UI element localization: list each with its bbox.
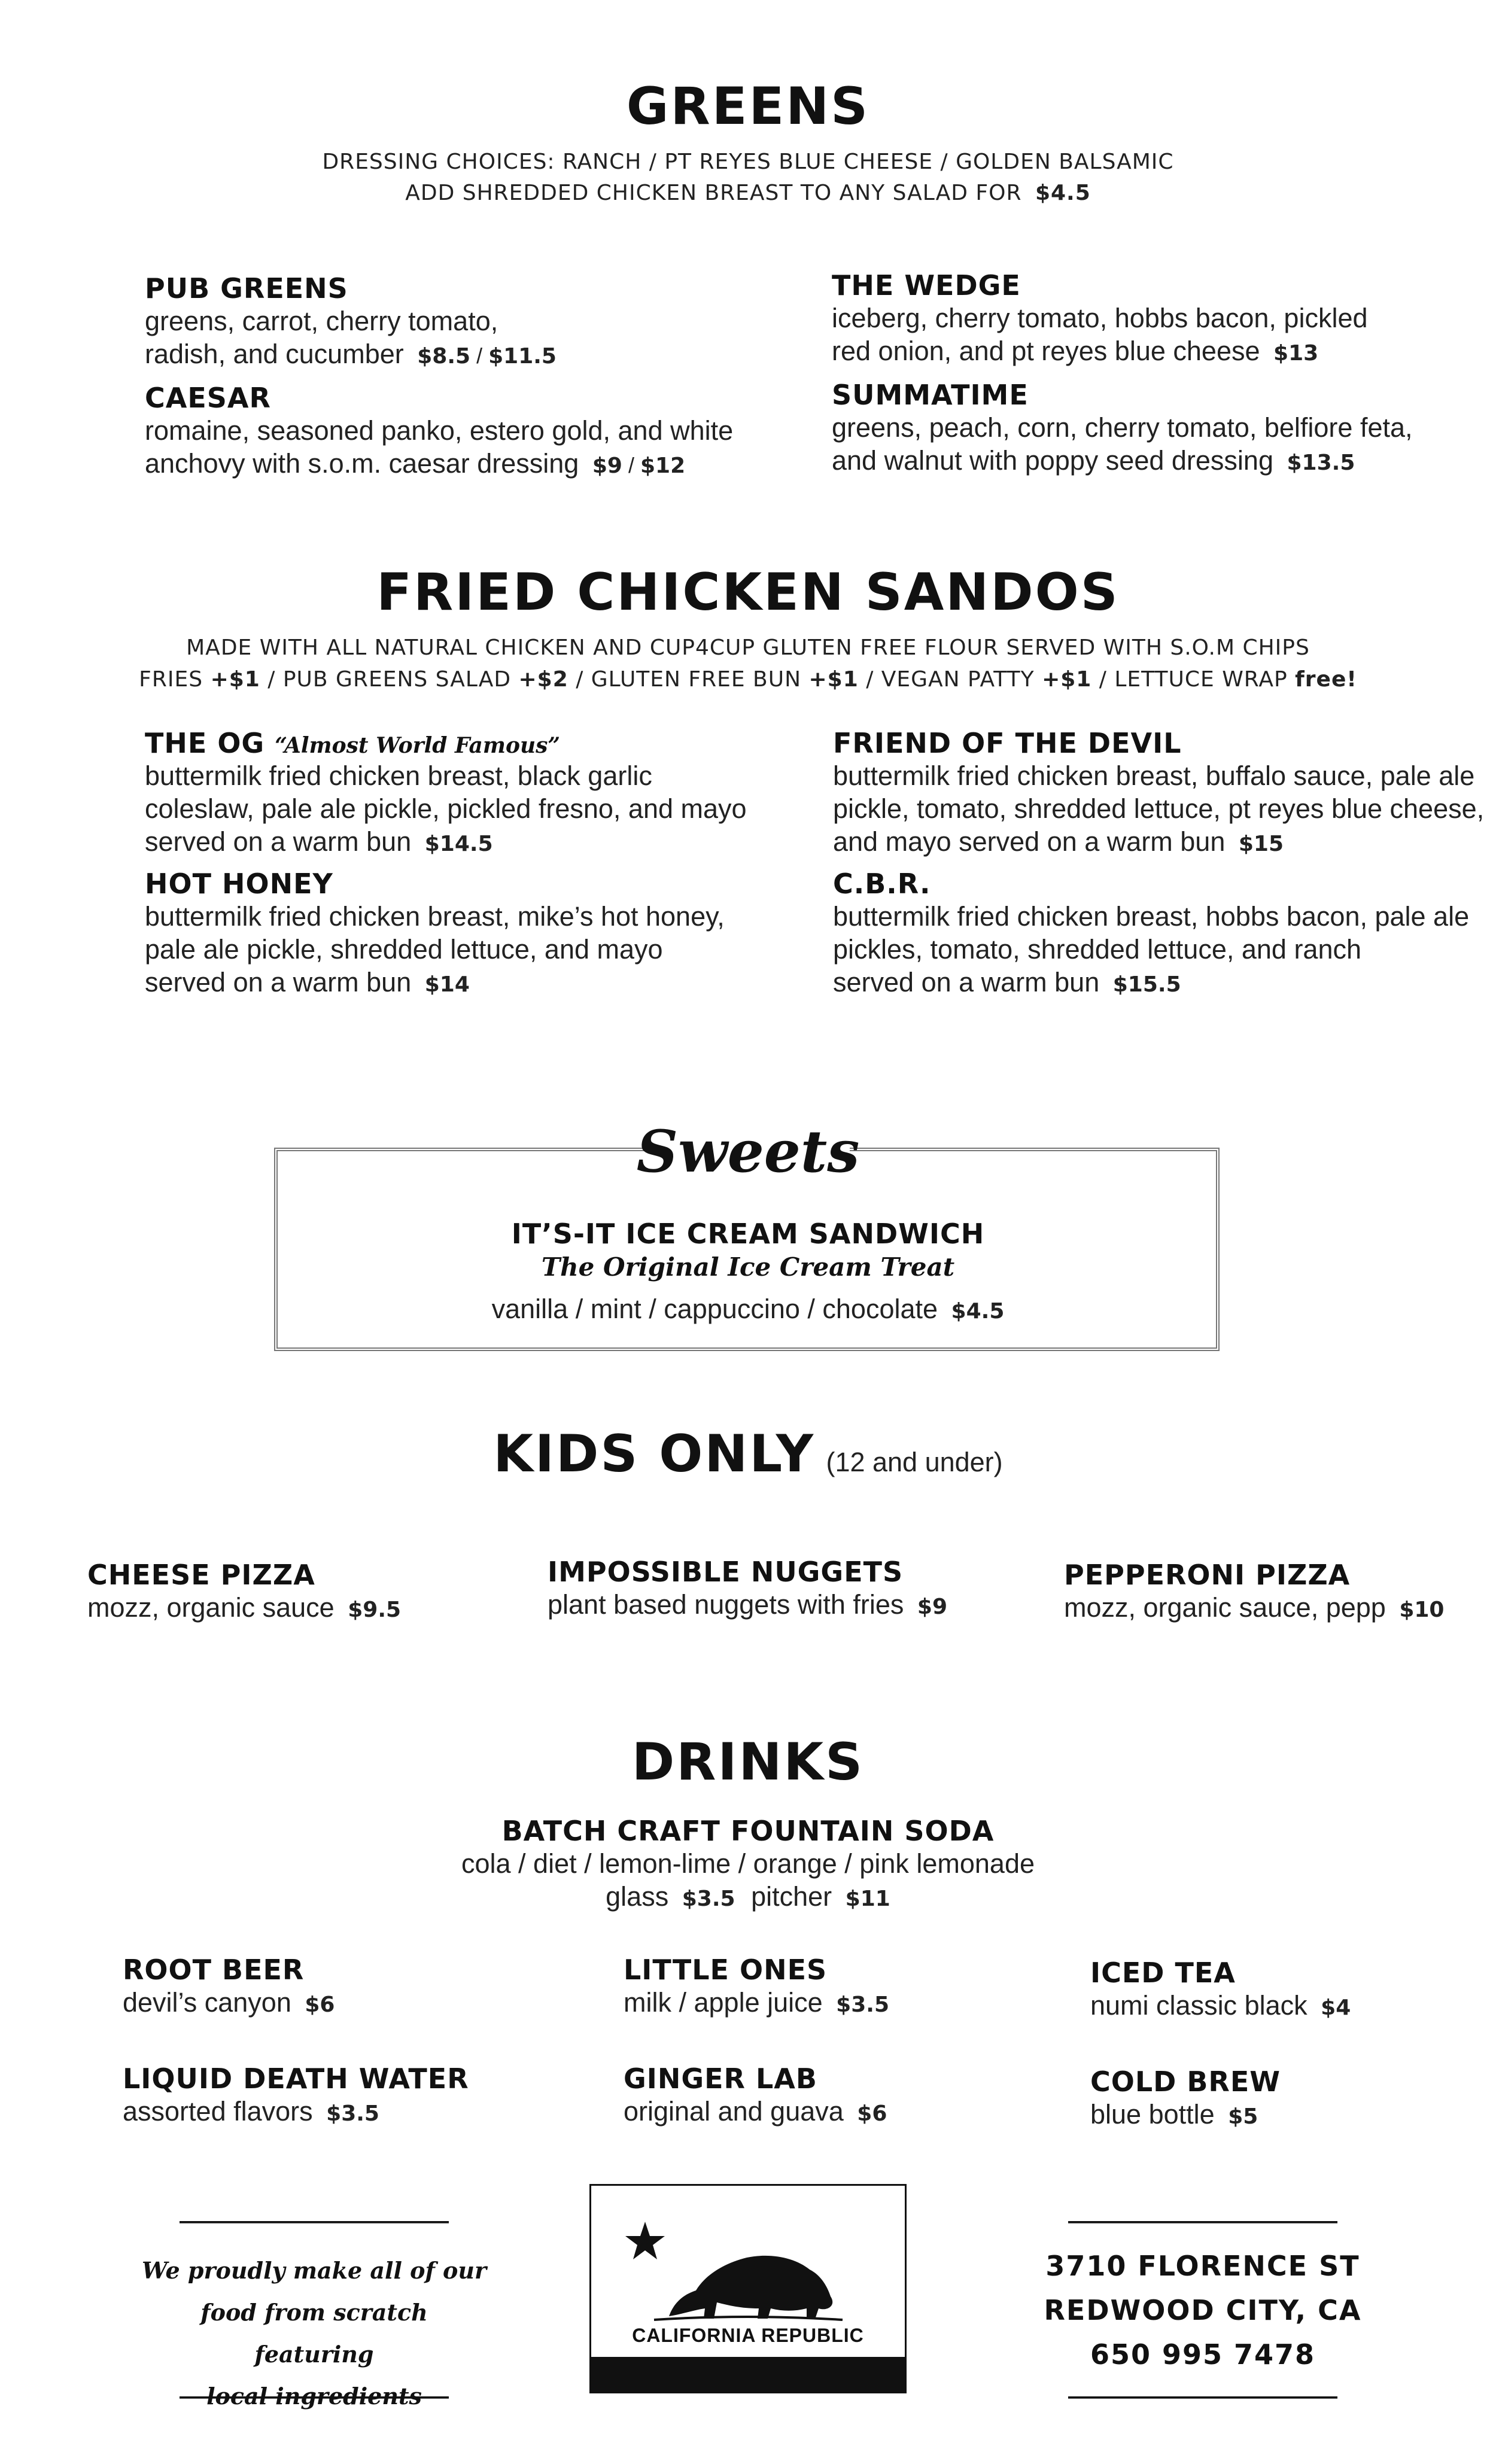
item-desc-line: plant based nuggets with fries $9 bbox=[548, 1589, 947, 1620]
menu-item bbox=[1064, 1559, 1444, 1626]
california-flag bbox=[589, 2184, 907, 2393]
item-name: ROOT BEER bbox=[123, 1954, 305, 1986]
item-name: C.B.R. bbox=[833, 868, 931, 900]
item-desc-line: blue bottle $5 bbox=[1090, 2099, 1258, 2130]
flag-band bbox=[591, 2357, 905, 2392]
item-price: $6 bbox=[857, 2101, 887, 2126]
item-desc-line: buttermilk fried chicken breast, hobbs bacon, pale ale bbox=[833, 901, 1470, 932]
kids-title: KIDS ONLY bbox=[493, 1424, 815, 1484]
menu-item bbox=[123, 2063, 469, 2130]
item-desc-line: greens, carrot, cherry tomato, bbox=[145, 306, 498, 336]
item-name: CHEESE PIZZA bbox=[87, 1559, 315, 1591]
item-desc-line: romaine, seasoned panko, estero gold, and white bbox=[145, 415, 734, 446]
sweets-item-price: $4.5 bbox=[951, 1299, 1005, 1324]
soda-flavors: cola / diet / lemon-lime / orange / pink lemonade bbox=[461, 1848, 1035, 1879]
item-desc-line: buttermilk fried chicken breast, buffalo sauce, pale ale bbox=[833, 761, 1475, 791]
menu-item bbox=[548, 1556, 947, 1623]
menu-item bbox=[832, 379, 1413, 479]
star-icon bbox=[625, 2222, 665, 2259]
menu-item bbox=[145, 382, 733, 482]
item-price: $8.5 bbox=[417, 344, 471, 369]
item-price: $6 bbox=[305, 1993, 335, 2017]
item-name: CAESAR bbox=[145, 382, 271, 414]
item-tagline: “Almost World Famous” bbox=[275, 733, 561, 758]
item-price: $15 bbox=[1238, 832, 1284, 856]
item-desc-line: served on a warm bun $15.5 bbox=[833, 967, 1181, 997]
item-name: ICED TEA bbox=[1090, 1957, 1236, 1989]
item-name: HOT HONEY bbox=[145, 868, 333, 900]
soda-prices: glass $3.5 pitcher $11 bbox=[606, 1881, 890, 1912]
sandos-note: MADE WITH ALL NATURAL CHICKEN AND CUP4CUP GLUTEN FREE FLOUR SERVED WITH S.O.M CHIPS bbox=[186, 635, 1310, 660]
sweets-item-desc: vanilla / mint / cappuccino / chocolate $4.5 bbox=[491, 1294, 1005, 1324]
greens-dressing-note: DRESSING CHOICES: RANCH / PT REYES BLUE CHEESE / GOLDEN BALSAMIC bbox=[322, 150, 1174, 174]
item-desc-line: pickle, tomato, shredded lettuce, pt reyes blue cheese, bbox=[833, 793, 1485, 824]
item-desc-line: and mayo served on a warm bun $15 bbox=[833, 826, 1284, 857]
item-price: $5 bbox=[1228, 2104, 1258, 2129]
menu-item bbox=[1090, 1957, 1351, 2024]
item-desc-line: anchovy with s.o.m. caesar dressing $9 / $12 bbox=[145, 448, 686, 479]
sandos-addons-note: FRIES +$1 / PUB GREENS SALAD +$2 / GLUTEN FREE BUN +$1 / VEGAN PATTY +$1 / LETTUCE WRAP free! bbox=[139, 667, 1357, 692]
greens-chicken-note bbox=[0, 181, 1496, 205]
menu-item bbox=[832, 269, 1368, 370]
item-desc-line: red onion, and pt reyes blue cheese $13 bbox=[832, 336, 1319, 366]
item-name: PEPPERONI PIZZA bbox=[1064, 1559, 1351, 1591]
drinks-title: DRINKS bbox=[631, 1732, 865, 1792]
menu-item bbox=[145, 868, 725, 1001]
grass-icon bbox=[654, 2317, 843, 2320]
item-desc-line: served on a warm bun $14.5 bbox=[145, 826, 493, 857]
item-price: $3.5 bbox=[836, 1993, 889, 2017]
menu-item bbox=[123, 1954, 335, 2021]
item-name: LITTLE ONES bbox=[624, 1954, 828, 1986]
item-price: $13.5 bbox=[1287, 451, 1355, 475]
item-desc-line: numi classic black $4 bbox=[1090, 1990, 1351, 2021]
item-price: $3.5 bbox=[326, 2101, 379, 2126]
item-name: IMPOSSIBLE NUGGETS bbox=[548, 1556, 904, 1588]
item-price: $4 bbox=[1321, 1995, 1351, 2020]
menu-item bbox=[833, 727, 1484, 860]
phone-number: 650 995 7478 bbox=[1090, 2338, 1316, 2371]
item-name: THE WEDGE bbox=[832, 269, 1021, 302]
item-desc-line: devil’s canyon $6 bbox=[123, 1987, 335, 2018]
item-price: $14 bbox=[424, 972, 470, 997]
item-price: $12 bbox=[640, 454, 686, 478]
item-price: $14.5 bbox=[424, 832, 493, 856]
greens-chicken-note-price: $4.5 bbox=[1035, 181, 1091, 205]
menu-item bbox=[87, 1559, 401, 1626]
item-desc-line: iceberg, cherry tomato, hobbs bacon, pickled bbox=[832, 303, 1368, 333]
item-desc-line: buttermilk fried chicken breast, mike’s hot honey, bbox=[145, 901, 725, 932]
greens-chicken-note-text: ADD SHREDDED CHICKEN BREAST TO ANY SALAD FOR bbox=[405, 181, 1022, 205]
menu-item bbox=[833, 868, 1469, 1001]
item-desc-line: assorted flavors $3.5 bbox=[123, 2096, 379, 2127]
item-price: $9.5 bbox=[348, 1598, 402, 1622]
item-desc-line: served on a warm bun $14 bbox=[145, 967, 470, 997]
kids-header bbox=[0, 1424, 1496, 1484]
item-name: THE OG “Almost World Famous” bbox=[145, 727, 561, 759]
kids-subtitle: (12 and under) bbox=[826, 1447, 1003, 1477]
soda-name: BATCH CRAFT FOUNTAIN SODA bbox=[501, 1815, 995, 1847]
item-price: $9 bbox=[917, 1595, 947, 1619]
item-desc-line: mozz, organic sauce, pepp $10 bbox=[1064, 1592, 1445, 1623]
menu-item bbox=[624, 2063, 887, 2130]
item-name: GINGER LAB bbox=[624, 2063, 817, 2095]
sweets-item-name: IT’S-IT ICE CREAM SANDWICH bbox=[511, 1218, 985, 1250]
bear-icon bbox=[669, 2256, 832, 2319]
item-desc-line: pale ale pickle, shredded lettuce, and mayo bbox=[145, 934, 663, 965]
item-desc-line: radish, and cucumber $8.5 / $11.5 bbox=[145, 339, 557, 369]
address-block bbox=[1023, 2244, 1382, 2377]
item-price: $15.5 bbox=[1112, 972, 1181, 997]
item-name: LIQUID DEATH WATER bbox=[123, 2063, 469, 2095]
tagline: We proudly make all of our food from scratch featuring local ingredients bbox=[141, 2257, 487, 2410]
address-street: 3710 FLORENCE ST bbox=[1045, 2250, 1360, 2282]
item-desc-line: original and guava $6 bbox=[624, 2096, 887, 2127]
sweets-item-tagline: The Original Ice Cream Treat bbox=[541, 1252, 955, 1282]
item-desc-line: mozz, organic sauce $9.5 bbox=[87, 1592, 402, 1623]
item-desc-line: and walnut with poppy seed dressing $13.5 bbox=[832, 445, 1355, 476]
address-city: REDWOOD CITY, CA bbox=[1044, 2294, 1362, 2326]
item-desc-line: greens, peach, corn, cherry tomato, belfiore feta, bbox=[832, 412, 1413, 443]
divider bbox=[1068, 2221, 1337, 2223]
item-price: $13 bbox=[1273, 341, 1319, 366]
menu-item bbox=[145, 272, 557, 373]
item-desc-line: milk / apple juice $3.5 bbox=[624, 1987, 889, 2018]
flag-text: CALIFORNIA REPUBLIC bbox=[632, 2325, 864, 2346]
item-name: FRIEND OF THE DEVIL bbox=[833, 727, 1182, 759]
menu-item bbox=[1090, 2065, 1281, 2133]
menu-item bbox=[145, 727, 747, 860]
item-price: $9 bbox=[592, 454, 622, 478]
divider bbox=[180, 2221, 449, 2223]
item-desc-line: coleslaw, pale ale pickle, pickled fresno, and mayo bbox=[145, 793, 747, 824]
sweets-title: Sweets bbox=[636, 1118, 860, 1185]
item-price: $10 bbox=[1399, 1598, 1445, 1622]
item-name: SUMMATIME bbox=[832, 379, 1029, 411]
item-desc-line: pickles, tomato, shredded lettuce, and ranch bbox=[833, 934, 1362, 965]
item-desc-line: buttermilk fried chicken breast, black garlic bbox=[145, 761, 652, 791]
menu-item bbox=[624, 1954, 889, 2021]
item-price: $11.5 bbox=[488, 344, 557, 369]
divider bbox=[1068, 2396, 1337, 2399]
sandos-title: FRIED CHICKEN SANDOS bbox=[376, 562, 1120, 622]
item-name: COLD BREW bbox=[1090, 2065, 1281, 2098]
item-name: PUB GREENS bbox=[145, 272, 348, 305]
greens-title: GREENS bbox=[626, 77, 870, 136]
